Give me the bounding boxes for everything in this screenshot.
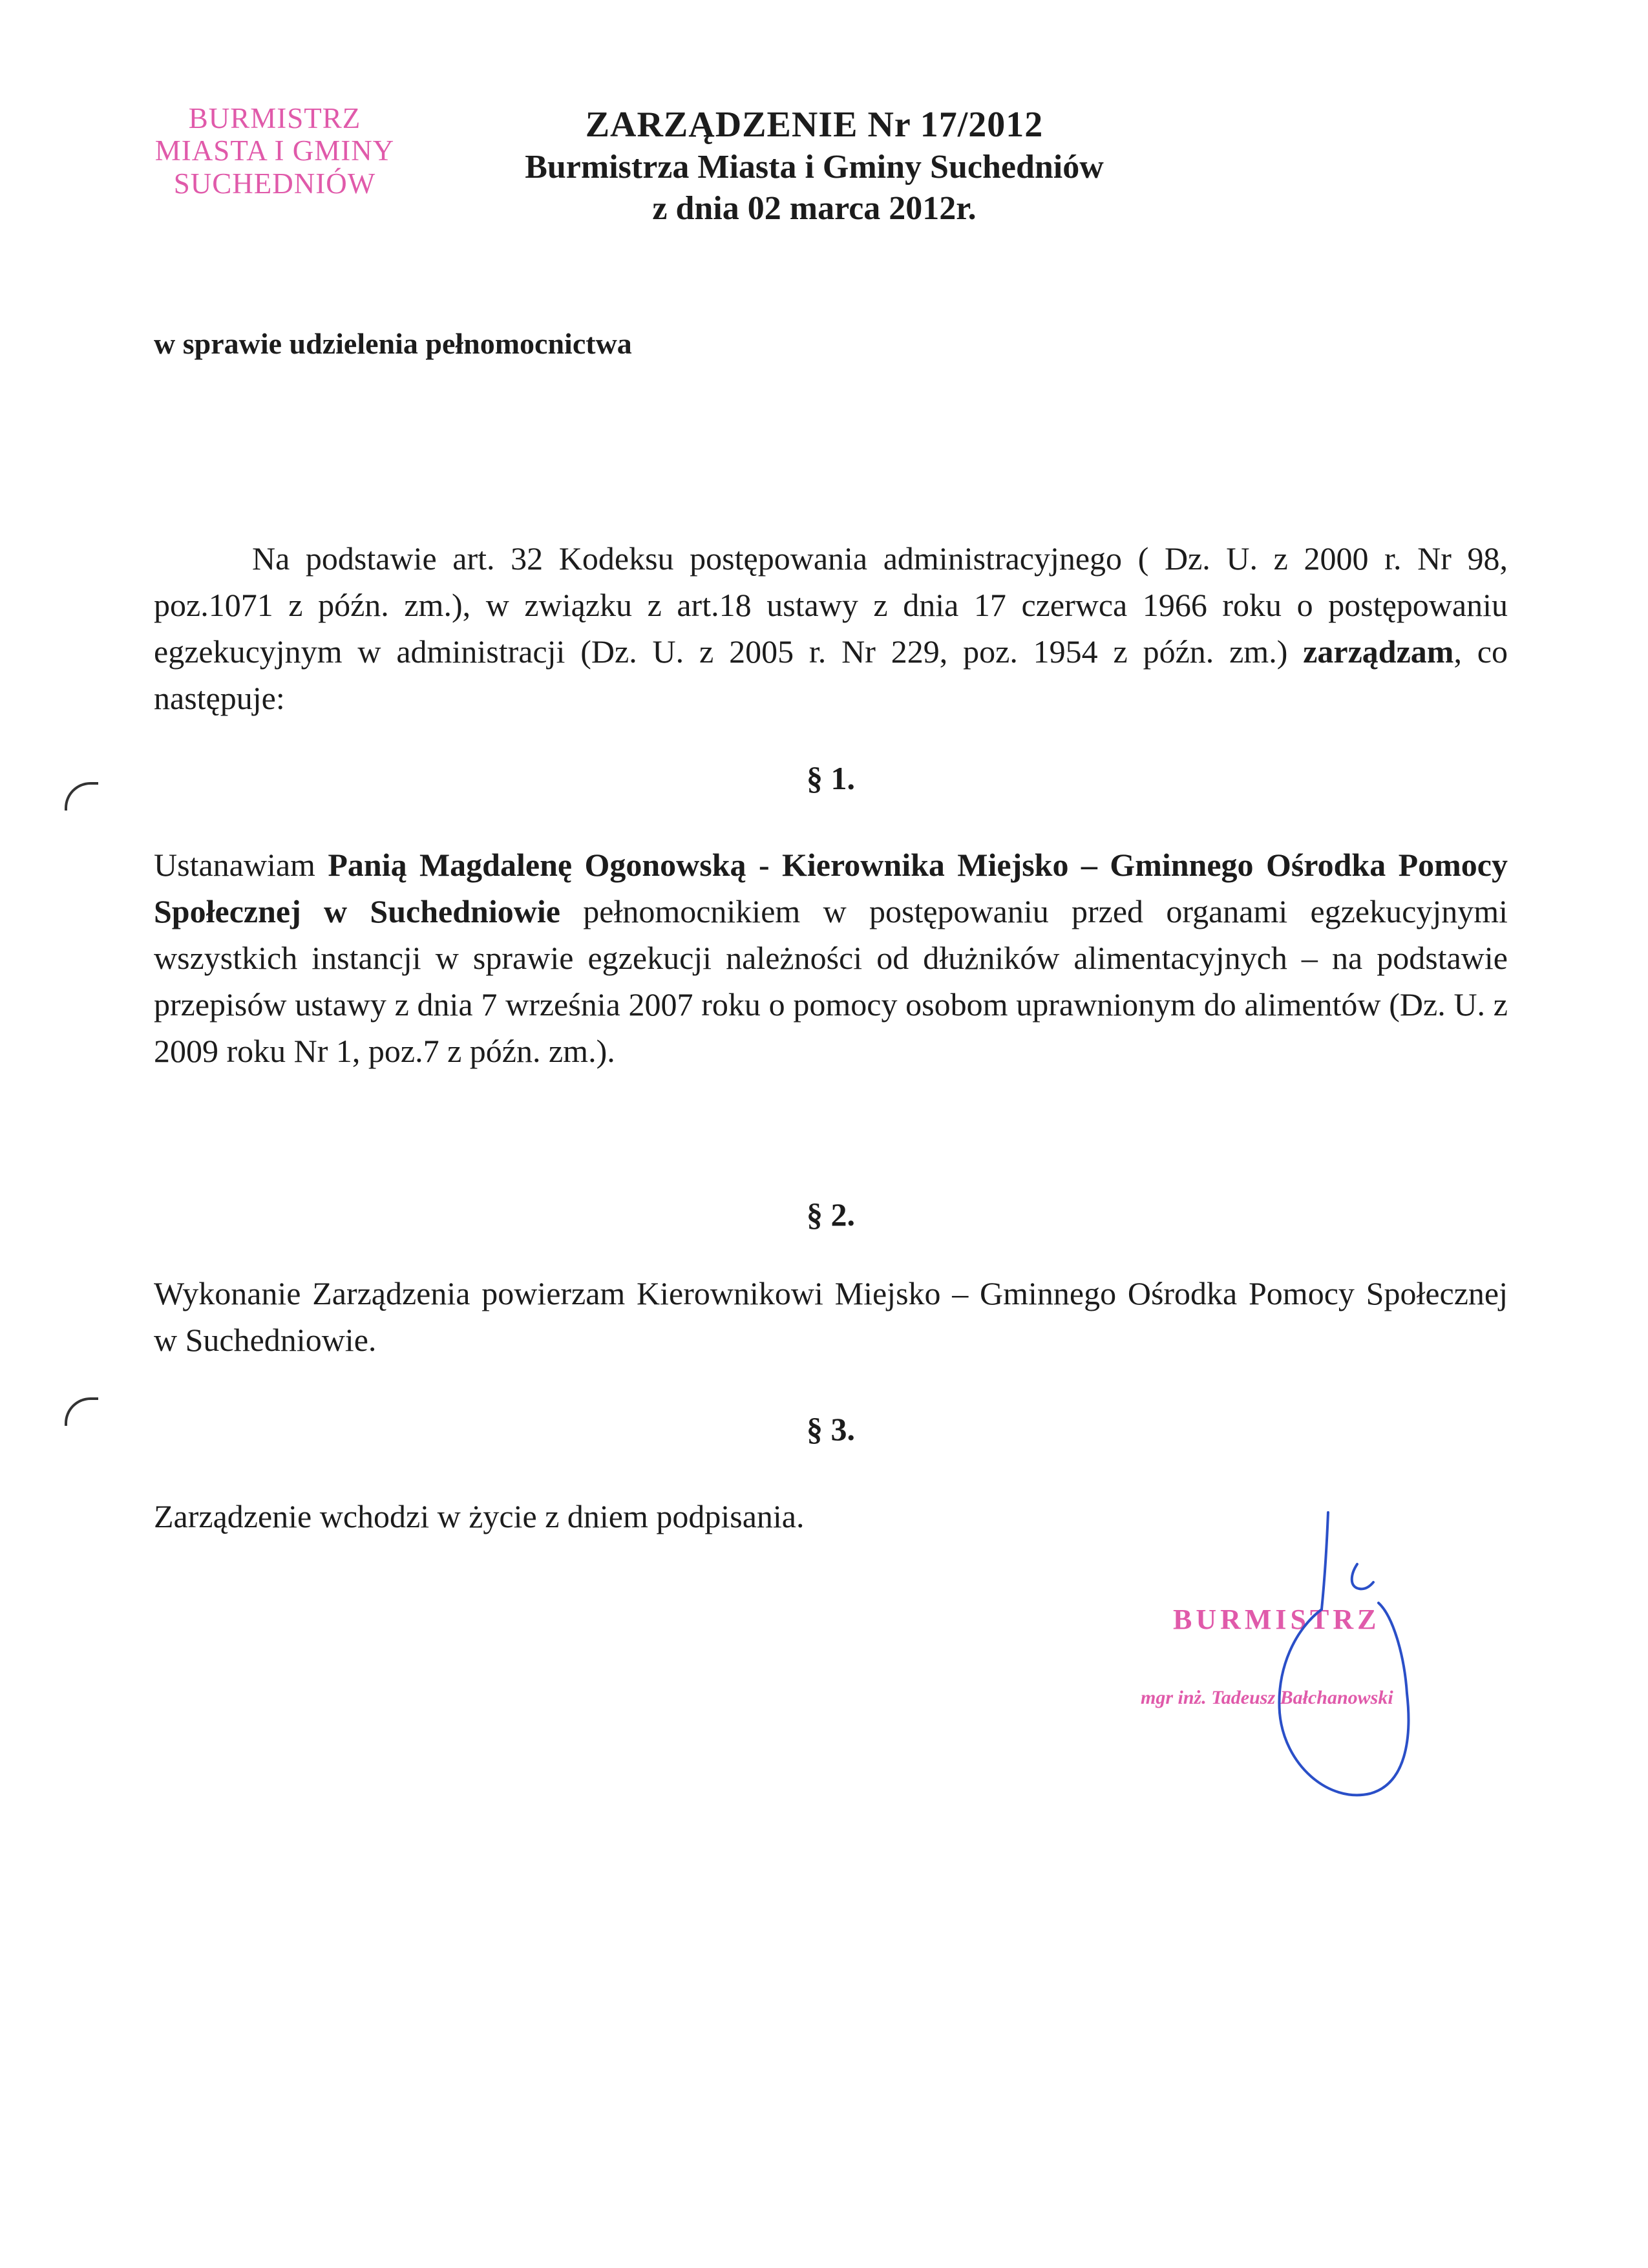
document-header	[452, 103, 1176, 229]
issuer: Burmistrza Miasta i Gminy Suchedniów	[525, 149, 1104, 186]
punch-mark-icon	[65, 782, 98, 811]
section-3-paragraph: Zarządzenie wchodzi w życie z dniem podpisania.	[154, 1498, 805, 1534]
section-3-heading: § 3.	[807, 1411, 855, 1447]
preamble-bold: zarządzam	[1303, 633, 1454, 670]
stamp-line-3: SUCHEDNIÓW	[173, 167, 376, 200]
order-date: z dnia 02 marca 2012r.	[652, 189, 977, 227]
order-number: ZARZĄDZENIE Nr 17/2012	[585, 105, 1044, 145]
section-2-paragraph: Wykonanie Zarządzenia powierzam Kierownikowi Miejsko – Gminnego Ośrodka Pomocy Społecznej w Suchedniowie.	[154, 1275, 1508, 1358]
stamp-line-2: MIASTA I GMINY	[154, 134, 395, 167]
stamp-mayor-office	[123, 102, 427, 200]
signature-stamp-title: BURMISTRZ	[1173, 1604, 1380, 1635]
section-1-paragraph	[154, 842, 1508, 1074]
punch-mark-icon	[65, 1397, 98, 1426]
section-1-text-2: pełnomocnikiem w postępowaniu przed organami egzekucyjnymi wszystkich instancji w sprawie egzekucji należności od dłużników alimentacyjnych – na podstawie przepisów ustawy z dnia 7 września 2007 roku o pomocy osobom uprawnionym do alimentów (Dz. U. z 2009 roku Nr 1, poz.7 z późn. zm.).	[154, 893, 1508, 1069]
preamble-text-1: Na podstawie art. 32 Kodeksu postępowania administracyjnego ( Dz. U. z 2000 r. Nr 98, poz.1071 z późn. zm.), w związku z art.18 ustawy z dnia 17 czerwca 1966 roku o postępowaniu egzekucyjnym w administracji (Dz. U. z 2005 r. Nr 229, poz. 1954 z późn. zm.)	[154, 540, 1508, 670]
preamble-paragraph	[154, 535, 1508, 721]
section-1-bold: Panią Magdalenę Ogonowską - Kierownika Miejsko – Gminnego Ośrodka Pomocy Społecznej w Suchedniowie	[154, 847, 1508, 929]
signature-stamp-name: mgr inż. Tadeusz Bałchanowski	[1141, 1687, 1393, 1708]
document-subject: w sprawie udzielenia pełnomocnictwa	[154, 327, 632, 360]
section-1-heading: § 1.	[807, 760, 855, 796]
section-1-text-1: Ustanawiam	[154, 847, 328, 883]
preamble-text-2: , co następuje:	[154, 633, 1508, 716]
stamp-line-1: BURMISTRZ	[188, 102, 361, 134]
handwritten-signature-icon	[1199, 1506, 1419, 1816]
section-2-heading: § 2.	[807, 1196, 855, 1233]
